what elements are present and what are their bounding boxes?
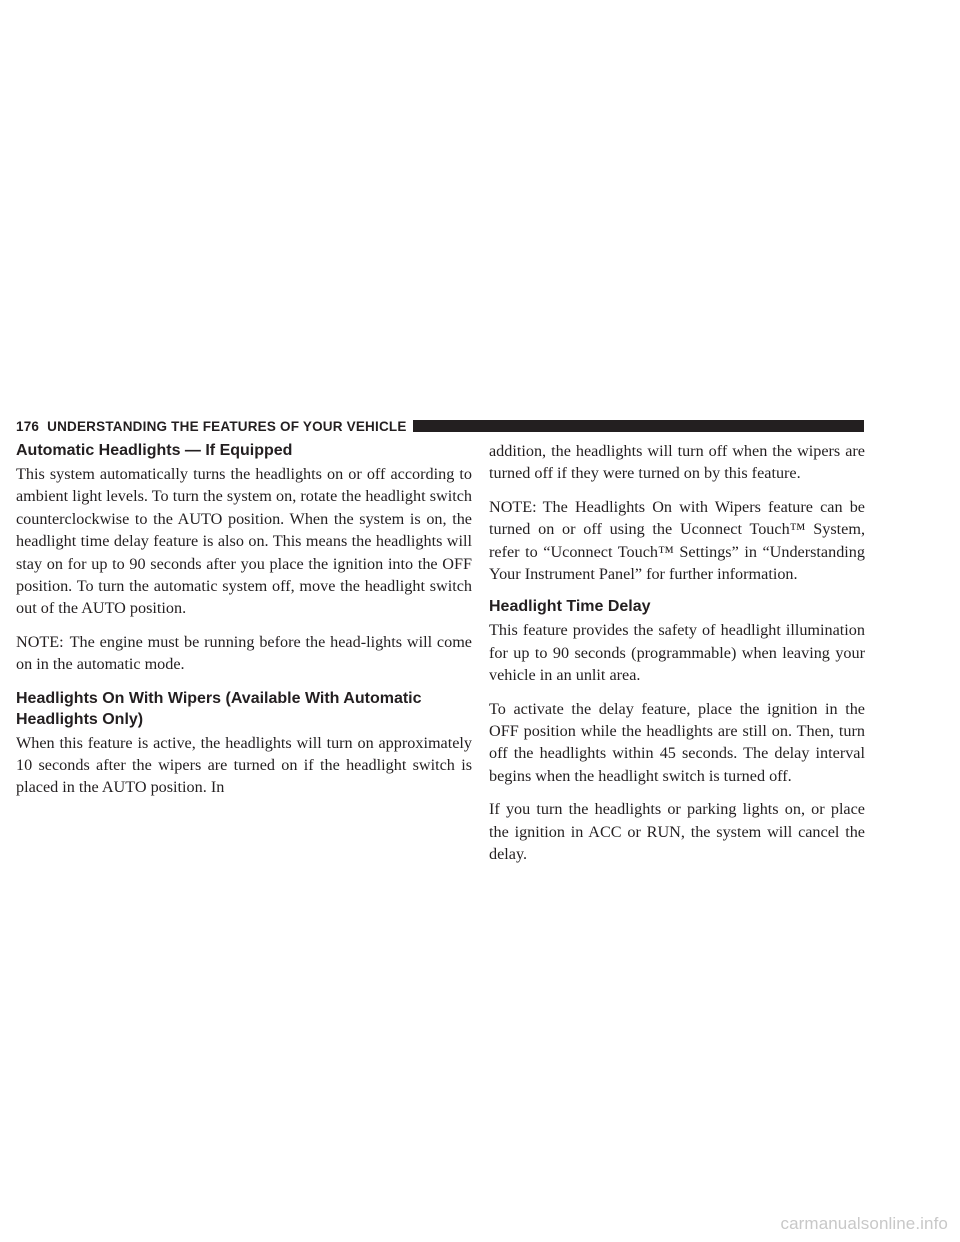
wipers-paragraph-start: When this feature is active, the headlights will turn on approximately 10 seconds after the wipers are turned on if the headlight switch is placed in the AUTO position. In xyxy=(16,733,472,797)
note-text: The Headlights On with Wipers feature can be turned on or off using the Uconnect Touch™ System, refer to “Uconnect Touch™ Settings” in “Understanding Your Instrument Panel” for further information. xyxy=(489,497,865,584)
section-title: UNDERSTANDING THE FEATURES OF YOUR VEHICLE xyxy=(47,418,407,434)
wipers-paragraph-continued: addition, the headlights will turn off when the wipers are turned off if they were turned on by this feature. xyxy=(489,442,865,483)
page-number: 176 xyxy=(16,418,40,434)
time-delay-paragraph-2: To activate the delay feature, place the ignition in the OFF position while the headlights are still on. Then, turn off the headlights within 45 seconds. The delay interval begins when the headlight switch is turned off. xyxy=(489,699,865,785)
auto-headlights-heading: Automatic Headlights — If Equipped xyxy=(16,442,293,459)
time-delay-paragraph-3: If you turn the headlights or parking lights on, or place the ignition in ACC or RUN, the system will cancel the delay. xyxy=(489,800,865,864)
auto-headlights-note xyxy=(16,631,472,676)
note-text: The engine must be running before the head-lights will come on in the automatic mode. xyxy=(16,632,472,674)
wipers-note xyxy=(489,496,865,586)
auto-headlights-paragraph: This system automatically turns the headlights on or off according to ambient light levels. To turn the system on, rotate the headlight switch counterclockwise to the AUTO position. When the system is on, the headlight time delay feature is also on. This means the headlights will stay on for up to 90 seconds after you place the ignition into the OFF position. To turn the automatic system off, move the headlight switch out of the AUTO position. xyxy=(16,465,472,618)
time-delay-paragraph-1: This feature provides the safety of headlight illumination for up to 90 seconds (programmable) when leaving your vehicle in an unlit area. xyxy=(489,621,865,685)
watermark: carmanualsonline.info xyxy=(780,1214,948,1233)
note-label: NOTE: xyxy=(489,497,537,516)
time-delay-heading: Headlight Time Delay xyxy=(489,598,651,616)
note-label: NOTE: xyxy=(16,632,64,651)
page-header xyxy=(16,418,864,434)
wipers-heading: Headlights On With Wipers (Available With Automatic Headlights Only) xyxy=(16,689,422,728)
left-column xyxy=(16,440,472,810)
header-rule xyxy=(413,420,864,432)
right-column xyxy=(489,440,865,877)
